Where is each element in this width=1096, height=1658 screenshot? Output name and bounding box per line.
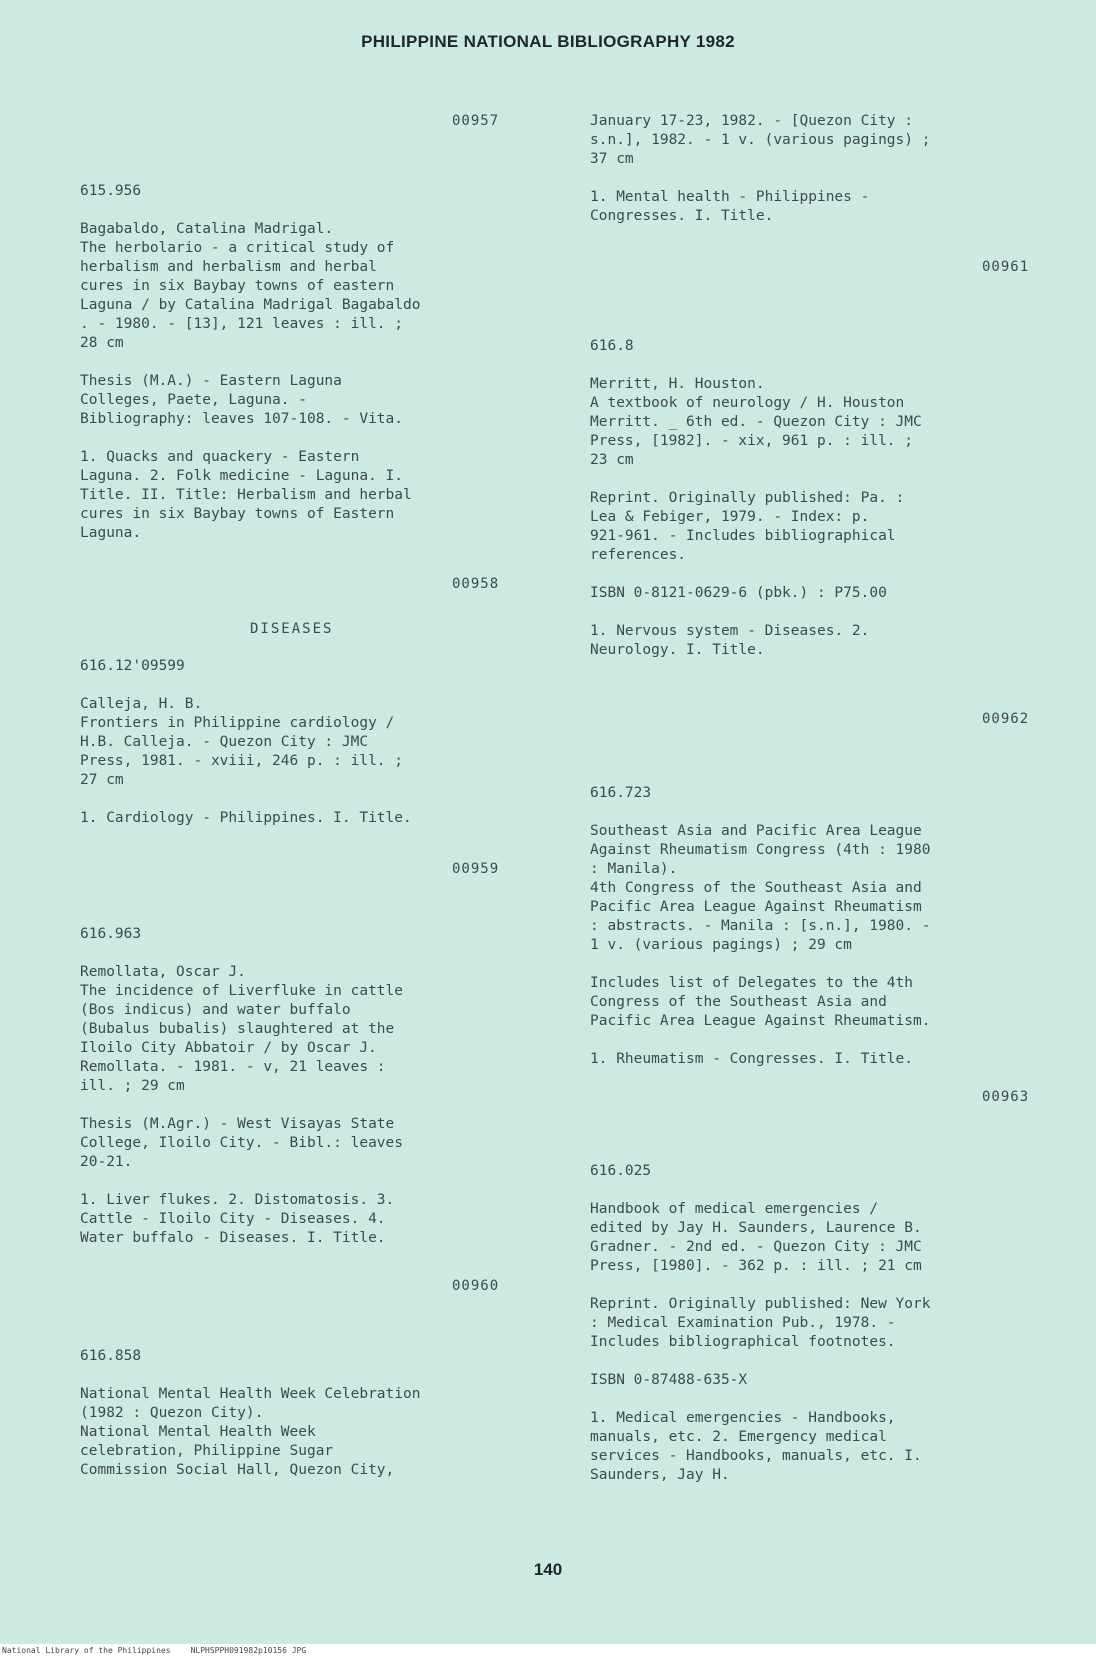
scan-footer: [0, 1644, 1096, 1658]
entry-line: Against Rheumatism Congress (4th : 1980: [590, 842, 931, 858]
entry-subjects: [590, 1409, 1060, 1485]
entry-subjects: [80, 1191, 550, 1248]
entry-line: manuals, etc. 2. Emergency medical: [590, 1429, 887, 1445]
entry-notes: [590, 974, 1060, 1031]
class-number: 616.025: [590, 1163, 652, 1179]
entry-line: Laguna.: [80, 525, 142, 541]
entry-line: 37 cm: [590, 151, 634, 167]
entry-line: Handbook of medical emergencies /: [590, 1201, 879, 1217]
entry-615-956: [80, 182, 550, 543]
accession-number: 00959: [452, 861, 500, 877]
entry-line: cures in six Baybay towns of eastern: [80, 278, 395, 294]
entry-line: Press, [1982]. - xix, 961 p. : ill. ;: [590, 433, 914, 449]
accession-number: 00961: [982, 259, 1030, 275]
entry-main: [590, 1200, 1060, 1276]
entry-line: Remollata, Oscar J.: [80, 964, 246, 980]
accession-number: 00958: [452, 576, 500, 592]
entry-subjects: [80, 809, 550, 828]
entry-line: Colleges, Paete, Laguna. -: [80, 392, 307, 408]
entry-subjects: [590, 1050, 1060, 1069]
accession-number: 00957: [452, 113, 500, 129]
class-number: 616.8: [590, 338, 634, 354]
entry-main: [80, 695, 550, 790]
entry-line: references.: [590, 547, 687, 563]
entry-line: Gradner. - 2nd ed. - Quezon City : JMC: [590, 1239, 922, 1255]
entry-line: 27 cm: [80, 772, 124, 788]
footer-library: National Library of the Philippines: [2, 1646, 171, 1655]
entry-line: The herbolario - a critical study of: [80, 240, 395, 256]
entry-line: Remollata. - 1981. - v, 21 leaves :: [80, 1059, 386, 1075]
entry-notes: [590, 489, 1060, 565]
entry-subjects: [80, 448, 550, 543]
entry-line: Laguna. 2. Folk medicine - Laguna. I.: [80, 468, 404, 484]
entry-subjects: [590, 622, 1060, 660]
entry-main: [80, 1385, 550, 1480]
entry-line: (Bubalus bubalis) slaughtered at the: [80, 1021, 395, 1037]
entry-line: January 17-23, 1982. - [Quezon City :: [590, 113, 914, 129]
entry-line: Includes bibliographical footnotes.: [590, 1334, 896, 1350]
entry-line: Commission Social Hall, Quezon City,: [80, 1462, 395, 1478]
entry-line: Congresses. I. Title.: [590, 208, 774, 224]
class-number: 616.963: [80, 926, 142, 942]
class-number: 615.956: [80, 183, 142, 199]
section-heading: DISEASES: [250, 621, 334, 637]
entry-line: 1. Nervous system - Diseases. 2.: [590, 623, 870, 639]
entry-616-12: [80, 657, 550, 828]
entry-line: 23 cm: [590, 452, 634, 468]
entry-line: edited by Jay H. Saunders, Laurence B.: [590, 1220, 922, 1236]
entry-line: Water buffalo - Diseases. I. Title.: [80, 1230, 386, 1246]
entry-616-025: [590, 1162, 1060, 1485]
entry-line: s.n.], 1982. - 1 v. (various pagings) ;: [590, 132, 931, 148]
class-number: 616.12'09599: [80, 658, 185, 674]
entry-line: 1 v. (various pagings) ; 29 cm: [590, 937, 852, 953]
class-number: 616.723: [590, 785, 652, 801]
entry-subjects: [590, 188, 1060, 226]
entry-line: Pacific Area League Against Rheumatism.: [590, 1013, 931, 1029]
accession-number: 00962: [982, 711, 1030, 727]
entry-line: herbalism and herbalism and herbal: [80, 259, 377, 275]
entry-line: Calleja, H. B.: [80, 696, 203, 712]
entry-main: [80, 220, 550, 353]
entry-line: Pacific Area League Against Rheumatism: [590, 899, 922, 915]
entry-main: [590, 112, 1060, 169]
entry-616-963: [80, 925, 550, 1248]
entry-line: 921-961. - Includes bibliographical: [590, 528, 896, 544]
entry-line: (Bos indicus) and water buffalo: [80, 1002, 351, 1018]
entry-line: National Mental Health Week: [80, 1424, 316, 1440]
entry-line: 4th Congress of the Southeast Asia and: [590, 880, 922, 896]
entry-main: [590, 375, 1060, 470]
entry-line: 1. Quacks and quackery - Eastern: [80, 449, 360, 465]
entry-line: Saunders, Jay H.: [590, 1467, 730, 1483]
entry-616-858-continued: [590, 112, 1060, 226]
entry-line: Bibliography: leaves 107-108. - Vita.: [80, 411, 404, 427]
entry-line: 28 cm: [80, 335, 124, 351]
entry-line: Iloilo City Abbatoir / by Oscar J.: [80, 1040, 377, 1056]
entry-line: 1. Rheumatism - Congresses. I. Title.: [590, 1051, 914, 1067]
entry-line: Southeast Asia and Pacific Area League: [590, 823, 922, 839]
entry-notes: [80, 372, 550, 429]
entry-main: [590, 822, 1060, 955]
page-header: PHILIPPINE NATIONAL BIBLIOGRAPHY 1982: [361, 32, 735, 51]
accession-number: 00963: [982, 1089, 1030, 1105]
entry-line: Reprint. Originally published: New York: [590, 1296, 931, 1312]
entry-line: 1. Cardiology - Philippines. I. Title.: [80, 810, 412, 826]
entry-line: College, Iloilo City. - Bibl.: leaves: [80, 1135, 404, 1151]
entry-line: services - Handbooks, manuals, etc. I.: [590, 1448, 922, 1464]
entry-line: Laguna / by Catalina Madrigal Bagabaldo: [80, 297, 421, 313]
entry-line: (1982 : Quezon City).: [80, 1405, 264, 1421]
entry-616-8: [590, 337, 1060, 660]
entry-line: Frontiers in Philippine cardiology /: [80, 715, 395, 731]
entry-line: 1. Mental health - Philippines -: [590, 189, 870, 205]
entry-line: The incidence of Liverfluke in cattle: [80, 983, 404, 999]
entry-line: Includes list of Delegates to the 4th: [590, 975, 914, 991]
entry-line: cures in six Baybay towns of Eastern: [80, 506, 395, 522]
entry-line: Cattle - Iloilo City - Diseases. 4.: [80, 1211, 386, 1227]
entry-line: ill. ; 29 cm: [80, 1078, 185, 1094]
entry-line: : Medical Examination Pub., 1978. -: [590, 1315, 896, 1331]
entry-line: National Mental Health Week Celebration: [80, 1386, 421, 1402]
entry-line: Lea & Febiger, 1979. - Index: p.: [590, 509, 870, 525]
entry-line: Congress of the Southeast Asia and: [590, 994, 887, 1010]
entry-line: Press, [1980]. - 362 p. : ill. ; 21 cm: [590, 1258, 922, 1274]
entry-line: Neurology. I. Title.: [590, 642, 765, 658]
isbn: ISBN 0-87488-635-X: [590, 1372, 748, 1388]
entry-main: [80, 963, 550, 1096]
entry-line: Thesis (M.A.) - Eastern Laguna: [80, 373, 342, 389]
entry-line: Thesis (M.Agr.) - West Visayas State: [80, 1116, 395, 1132]
accession-number: 00960: [452, 1278, 500, 1294]
entry-line: 20-21.: [80, 1154, 133, 1170]
entry-line: Merritt, H. Houston.: [590, 376, 765, 392]
entry-line: Reprint. Originally published: Pa. :: [590, 490, 905, 506]
entry-line: celebration, Philippine Sugar: [80, 1443, 334, 1459]
entry-line: A textbook of neurology / H. Houston: [590, 395, 905, 411]
entry-notes: [590, 1295, 1060, 1352]
entry-616-723: [590, 784, 1060, 1069]
entry-line: Merritt. _ 6th ed. - Quezon City : JMC: [590, 414, 922, 430]
entry-notes: [80, 1115, 550, 1172]
entry-line: Bagabaldo, Catalina Madrigal.: [80, 221, 334, 237]
entry-616-858: [80, 1347, 550, 1480]
page-number: 140: [533, 1560, 563, 1579]
class-number: 616.858: [80, 1348, 142, 1364]
entry-line: H.B. Calleja. - Quezon City : JMC: [80, 734, 369, 750]
entry-line: 1. Medical emergencies - Handbooks,: [590, 1410, 896, 1426]
entry-line: 1. Liver flukes. 2. Distomatosis. 3.: [80, 1192, 395, 1208]
entry-line: . - 1980. - [13], 121 leaves : ill. ;: [80, 316, 404, 332]
isbn: ISBN 0-8121-0629-6 (pbk.) : P75.00: [590, 585, 887, 601]
entry-line: : abstracts. - Manila : [s.n.], 1980. -: [590, 918, 931, 934]
entry-line: Press, 1981. - xviii, 246 p. : ill. ;: [80, 753, 404, 769]
entry-line: Title. II. Title: Herbalism and herbal: [80, 487, 412, 503]
entry-line: : Manila).: [590, 861, 678, 877]
footer-file: NLPHSPPH091982p10156 JPG: [190, 1646, 307, 1655]
